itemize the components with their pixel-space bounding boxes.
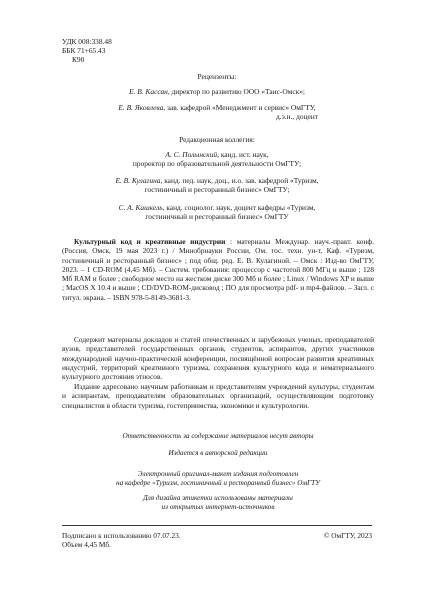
abstract-paragraph-1: Содержит материалы докладов и статей отечественных и зарубежных ученых, преподавателей вузов, представителей государственных органов, студентов, аспирантов, других участников международной научно-практической конференции, посвящённой вопросам развития креативных индустрий, территорий креативного туризма, сохранения культурного кода и нематериального культурного достояния этносов. xyxy=(62,335,374,382)
bbk-code: ББК 71+65.43 xyxy=(62,46,106,56)
book-title: Культурный код и креативные индустрии xyxy=(74,237,226,246)
abstract-paragraph-2: Издание адресовано научным работникам и представителям учреждений культуры, студентам и аспирантам, преподавателям образовательных организаций, осуществляющим подготовку специалистов в области туризма, гостеприимства, экономики и культурологии. xyxy=(62,382,374,410)
board-heading: Редакционная коллегия: xyxy=(179,135,255,144)
board-member-2 xyxy=(62,176,372,194)
file-size: Объем 4,45 Мб. xyxy=(62,540,111,550)
responsibility-note: Ответственность за содержание материалов несут авторы xyxy=(122,432,314,440)
board-member-role-line2: гостиничный и ресторанный бизнес» ОмГТУ; xyxy=(144,185,290,195)
reviewer-role: , зав. кафедрой «Менеджмент и сервис» ОмГТУ, xyxy=(163,103,316,112)
layout-note xyxy=(62,470,374,488)
udk-code: УДК 008:338.48 xyxy=(62,37,112,46)
design-note-line1: Для дизайна этикетки использованы материалы xyxy=(143,494,293,502)
reviewer-name: Е. В. Кассан xyxy=(129,87,168,96)
board-member-role: , канд. пед. наук, доц., и.о. зав. кафедрой «Туризм, xyxy=(160,176,319,185)
board-member-name: Е. В. Кулагина xyxy=(115,176,161,185)
layout-note-line2: на кафедре «Туризм, гостиничный и ресторанный бизнес» ОмГТУ xyxy=(116,479,320,488)
board-member-role-line2: гостиничный и ресторанный бизнес» ОмГТУ xyxy=(145,212,289,222)
copyright: © ОмГТУ, 2023 xyxy=(323,531,372,540)
reviewer-1 xyxy=(62,87,372,96)
reviewers-heading: Рецензенты: xyxy=(197,72,237,81)
imprint-footer xyxy=(62,531,372,549)
board-member-role-line2: проректор по образовательной деятельности ОмГТУ; xyxy=(132,159,302,169)
board-member-name: С. А. Кашкель xyxy=(118,203,163,212)
reviewer-2 xyxy=(62,103,372,121)
signed-date: Подписано к использованию 07.07.23. xyxy=(62,531,181,540)
design-note xyxy=(62,494,374,512)
board-member-role: , канд. социолог. наук, доцент кафедры «Туризм, xyxy=(162,203,316,212)
layout-note-line1: Электронный оригинал-макет издания подготовлен xyxy=(137,470,299,478)
bibliographic-description: : материалы Междунар. науч.-практ. конф. (Россия, Омск, 19 мая 2023 г.) / Минобрнауки России, Ом. гос. техн. ун-т, Каф. «Туризм, гостиничный и ресторанный бизнес» ; под общ. ред. Е. В. Кулагиной. – Омск : Изд-во ОмГТУ, 2023. – 1 CD-ROM (4,45 Мб). – Систем. требования: процессор с частотой 800 МГц и выше ; 128 Мб RAM и более ; свободное место на жестком диске 300 Мб и более ; Linux / Windows XP и выше ; MacOS X 10.4 и выше ; CD/DVD-ROM-дисковод ; ПО для просмотра pdf- и mp4-файлов. – Загл. с титул. экрана. – ISBN 978-5-8149-3681-3. xyxy=(62,237,374,302)
board-member-role: , канд. ист. наук, xyxy=(217,150,269,159)
bibliographic-record xyxy=(62,237,374,302)
board-member-1 xyxy=(62,150,372,168)
reviewer-role: , директор по развитию ООО «Танс-Омск»; xyxy=(167,87,305,96)
footer-divider xyxy=(62,525,372,526)
design-note-line2: из открытых интернет-источников xyxy=(161,503,275,512)
edition-note: Издается в авторской редакции xyxy=(168,449,268,457)
reviewer-degree: д.э.н., доцент xyxy=(275,112,318,122)
classification-block xyxy=(62,37,112,65)
reviewer-name: Е. В. Яковлева xyxy=(118,103,164,112)
board-member-name: А. С. Полынский xyxy=(165,150,218,159)
board-member-3 xyxy=(62,203,372,221)
author-mark: К90 xyxy=(72,55,85,65)
